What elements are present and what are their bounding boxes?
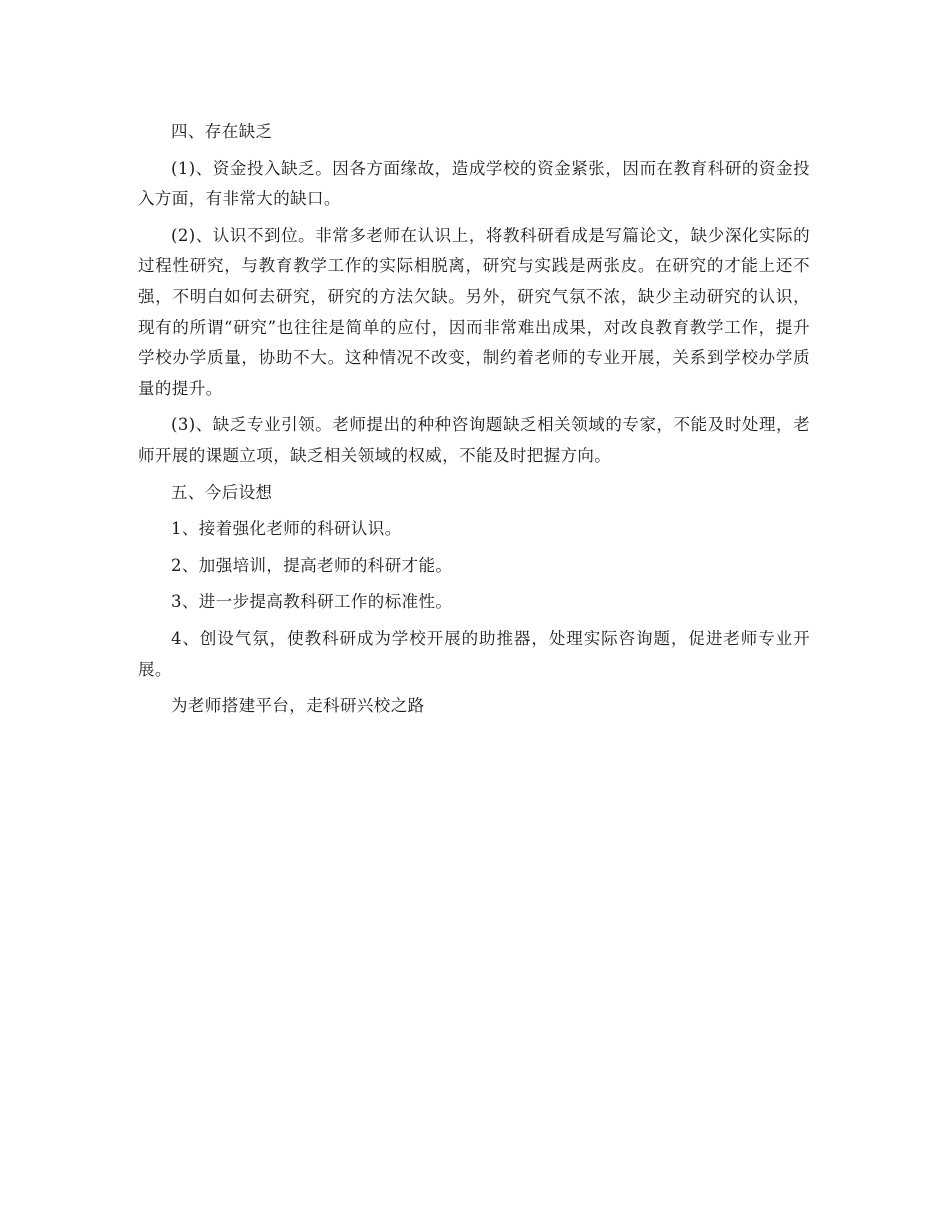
paragraph-guidance: (3)、缺乏专业引领。老师提出的种种咨询题缺乏相关领域的专家，不能及时处理，老师开展的课题立项，缺乏相关领域的权威，不能及时把握方向。 — [138, 415, 810, 465]
document-body — [138, 117, 810, 728]
section-heading-plans: 五、今后设想 — [171, 482, 273, 502]
plan-item-4: 4、创设气氛，使教科研成为学校开展的助推器，处理实际咨询题，促进老师专业开展。 — [138, 628, 810, 679]
paragraph-awareness: (2)、认识不到位。非常多老师在认识上，将教科研看成是写篇论文，缺少深化实际的过程性研究，与教育教学工作的实际相脱离，研究与实践是两张皮。在研究的才能上还不强，不明白如何去研究，研究的方法欠缺。另外，研究气氛不浓，缺少主动研究的认识，现有的所谓“研究”也往往是简单的应付，因而非常难出成果，对改良教育教学工作，提升学校办学质量，协助不大。这种情况不改变，制约着老师的专业开展，关系到学校办学质量的提升。 — [138, 225, 810, 398]
plan-item-2: 2、加强培训，提高老师的科研才能。 — [171, 555, 453, 575]
plan-item-1: 1、接着强化老师的科研认识。 — [171, 519, 402, 539]
paragraph-funding: (1)、资金投入缺乏。因各方面缘故，造成学校的资金紧张，因而在教育科研的资金投入方面，有非常大的缺口。 — [138, 158, 810, 209]
closing-line: 为老师搭建平台，走科研兴校之路 — [171, 696, 425, 716]
section-heading-shortcomings: 四、存在缺乏 — [171, 122, 273, 141]
plan-item-3: 3、进一步提高教科研工作的标准性。 — [171, 592, 453, 612]
